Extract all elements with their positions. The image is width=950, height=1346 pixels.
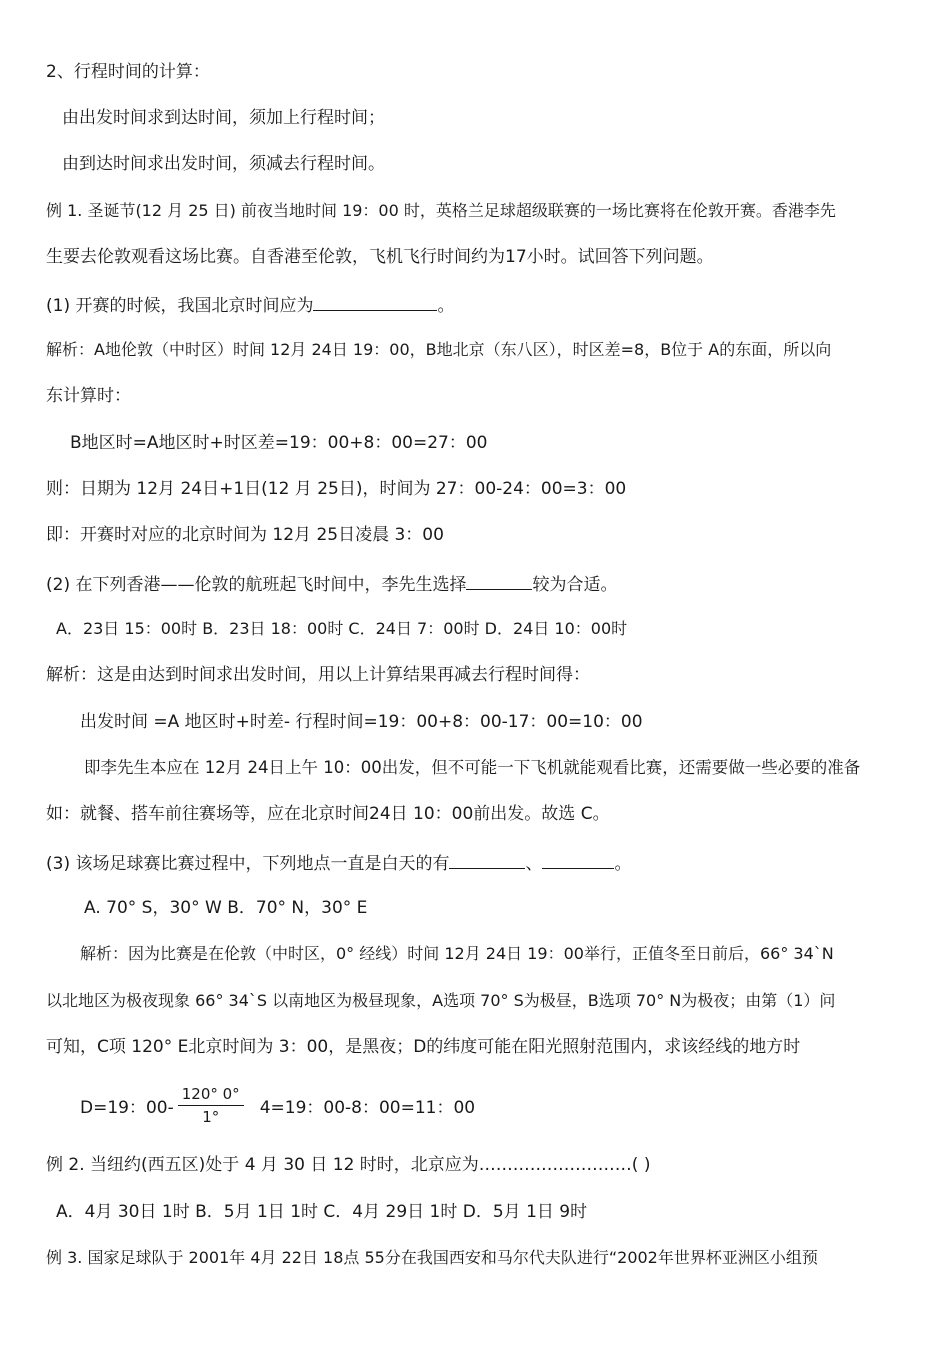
section-heading: 2、行程时间的计算：: [46, 62, 210, 82]
question-1: [46, 292, 454, 314]
period: 。: [614, 854, 632, 874]
analysis-3: 解析：因为比赛是在伦敦（中时区，0° 经线）时间 12月 24日 19：00举行，正值冬至日前后，66° 34`N: [80, 944, 834, 963]
fraction-numerator: 120° 0°: [181, 1084, 240, 1103]
question-2: [46, 571, 617, 593]
answer-blank-3b[interactable]: [542, 850, 614, 869]
question-2-tail: 较为合适。: [532, 575, 618, 595]
fraction-denominator: 1°: [202, 1107, 220, 1126]
example-2-options: A．4月 30日 1时 B．5月 1日 1时 C．4月 29日 1时 D．5月 1日 9时: [56, 1202, 588, 1222]
question-2-options: A．23日 15：00时 B．23日 18：00时 C．24日 7：00时 D．24日 10：00时: [56, 619, 628, 638]
separator: 、: [525, 854, 543, 874]
rule-line-2: 由到达时间求出发时间，须减去行程时间。: [62, 154, 385, 174]
departure-formula: 出发时间 =A 地区时+时差- 行程时间=19：00+8：00-17：00=10：00: [80, 712, 643, 732]
answer-blank-2[interactable]: [466, 571, 532, 590]
answer-blank-1[interactable]: [313, 292, 437, 311]
longitude-fraction: [178, 1086, 244, 1125]
example-1-text: 例 1. 圣诞节(12 月 25 日) 前夜当地时间 19：00 时，英格兰足球超级联赛的一场比赛将在伦敦开赛。香港李先: [46, 201, 836, 220]
date-result: 则：日期为 12月 24日+1日(12 月 25日)，时间为 27：00-24：00=3：00: [46, 479, 627, 499]
analysis-2-conclusion: 如：就餐、搭车前往赛场等，应在北京时间24日 10：00前出发。故选 C。: [46, 804, 610, 824]
analysis-2: 解析：这是由达到时间求出发时间，用以上计算结果再减去行程时间得：: [46, 665, 590, 685]
analysis-1: 解析：A地伦敦（中时区）时间 12月 24日 19：00，B地北京（东八区），时区差=8，B位于 A的东面，所以向: [46, 340, 832, 359]
rule-line-1: 由出发时间求到达时间，须加上行程时间；: [62, 108, 385, 128]
question-3: [46, 850, 631, 872]
formula-b-zone-time: B地区时=A地区时+时区差=19：00+8：00=27：00: [70, 433, 488, 453]
analysis-3-cont-1: 以北地区为极夜现象 66° 34`S 以南地区为极昼现象，A选项 70° S为极昼，B选项 70° N为极夜；由第（1）问: [46, 991, 836, 1010]
question-3-options: A. 70° S，30° W B．70° N，30° E: [84, 898, 368, 918]
example-1-text-cont: 生要去伦敦观看这场比赛。自香港至伦敦，飞机飞行时间约为17小时。试回答下列问题。: [46, 247, 714, 267]
formula-start: D=19：00-: [80, 1097, 174, 1118]
analysis-3-cont-2: 可知，C项 120° E北京时间为 3：00，是黑夜；D的纬度可能在阳光照射范围内，求该经线的地方时: [46, 1037, 801, 1057]
question-2-text: (2) 在下列香港——伦敦的航班起飞时间中，李先生选择: [46, 575, 467, 595]
period: 。: [437, 296, 455, 316]
fraction-formula: [80, 1082, 475, 1128]
formula-end: 4=19：00-8：00=11：00: [259, 1097, 476, 1118]
analysis-2-explanation: 即李先生本应在 12月 24日上午 10：00出发，但不可能一下飞机就能观看比赛，还需要做一些必要的准备: [84, 758, 861, 777]
example-3: 例 3. 国家足球队于 2001年 4月 22日 18点 55分在我国西安和马尔代夫队进行“2002年世界杯亚洲区小组预: [46, 1248, 818, 1267]
analysis-1-cont: 东计算时：: [46, 386, 131, 406]
fraction-bar: [178, 1105, 244, 1106]
beijing-time-result: 即：开赛时对应的北京时间为 12月 25日凌晨 3：00: [46, 525, 444, 545]
question-3-text: (3) 该场足球赛比赛过程中，下列地点一直是白天的有: [46, 854, 450, 874]
example-2: 例 2. 当纽约(西五区)处于 4 月 30 日 12 时时，北京应为………………………( ): [46, 1155, 651, 1175]
answer-blank-3a[interactable]: [449, 850, 525, 869]
question-1-text: (1) 开赛的时候，我国北京时间应为: [46, 296, 314, 316]
